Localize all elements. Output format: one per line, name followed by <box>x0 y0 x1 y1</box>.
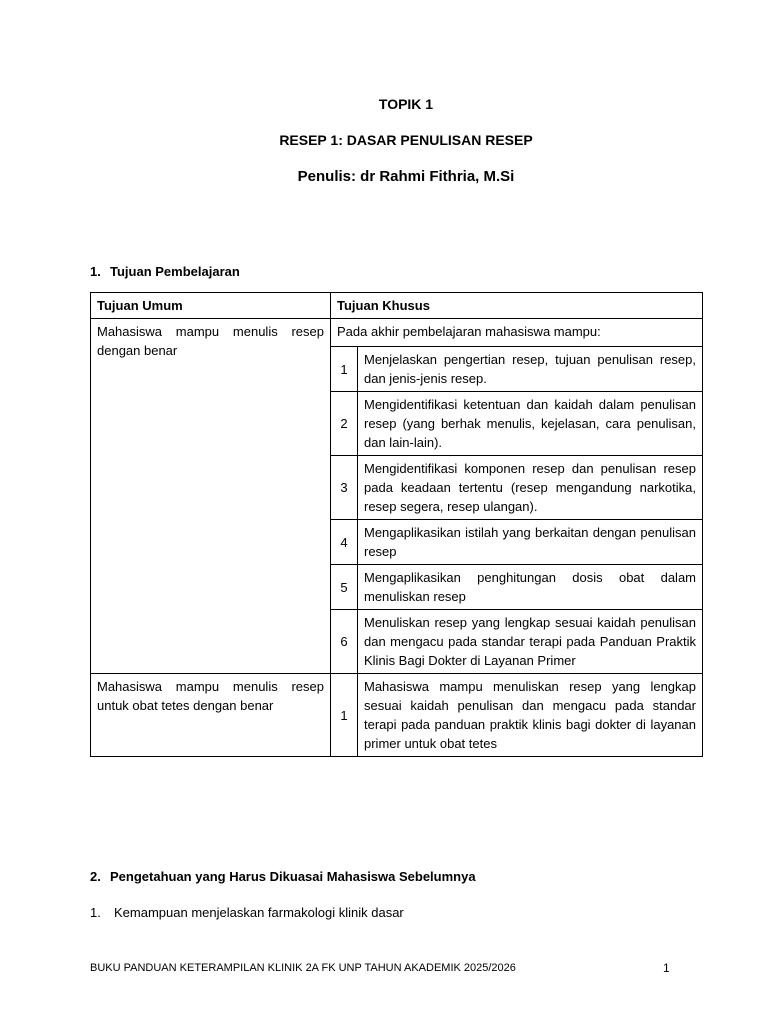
recipe-title: RESEP 1: DASAR PENULISAN RESEP <box>279 132 533 148</box>
list-item-text: Kemampuan menjelaskan farmakologi klinik dasar <box>114 905 404 920</box>
table-row <box>91 674 703 757</box>
section-1-title: Tujuan Pembelajaran <box>110 264 240 279</box>
specific-objective-cell: Mahasiswa mampu menuliskan resep yang lengkap sesuai kaidah penulisan dan mengacu pada standar terapi pada panduan praktik klinis bagi dokter di layanan primer untuk obat tetes <box>358 674 703 757</box>
item-number: 4 <box>331 520 358 565</box>
item-number: 5 <box>331 565 358 610</box>
item-number: 2 <box>331 392 358 456</box>
specific-objective-cell: Mengidentifikasi ketentuan dan kaidah dalam penulisan resep (yang berhak menulis, kejelasan, cara penulisan, dan lain-lain). <box>358 392 703 456</box>
table-header-row <box>91 293 703 319</box>
item-number: 1 <box>331 347 358 392</box>
list-item <box>90 905 404 920</box>
section-2-title: Pengetahuan yang Harus Dikuasai Mahasiswa Sebelumnya <box>110 869 476 884</box>
section-1-heading <box>90 264 240 279</box>
general-objective-cell: Mahasiswa mampu menulis resep untuk obat tetes dengan benar <box>91 674 331 757</box>
intro-cell: Pada akhir pembelajaran mahasiswa mampu: <box>331 319 703 347</box>
page-footer: BUKU PANDUAN KETERAMPILAN KLINIK 2A FK UNP TAHUN AKADEMIK 2025/2026 <box>90 962 516 974</box>
table-row <box>91 319 703 347</box>
topic-title: TOPIK 1 <box>378 96 434 112</box>
specific-objective-cell: Mengidentifikasi komponen resep dan penulisan resep pada keadaan tertentu (resep mengandung narkotika, resep segera, resep ulangan). <box>358 456 703 520</box>
general-objective-cell: Mahasiswa mampu menulis resep dengan benar <box>91 319 331 674</box>
section-2-number: 2. <box>90 869 101 884</box>
page-number: 1 <box>663 961 670 975</box>
header-tujuan-umum: Tujuan Umum <box>91 293 331 319</box>
section-2-heading <box>90 869 476 884</box>
section-1-number: 1. <box>90 264 101 279</box>
specific-objective-cell: Menuliskan resep yang lengkap sesuai kaidah penulisan dan mengacu pada standar terapi pada Panduan Praktik Klinis Bagi Dokter di Layanan Primer <box>358 610 703 674</box>
list-item-number: 1. <box>90 905 101 920</box>
specific-objective-cell: Mengaplikasikan istilah yang berkaitan dengan penulisan resep <box>358 520 703 565</box>
specific-objective-cell: Menjelaskan pengertian resep, tujuan penulisan resep, dan jenis-jenis resep. <box>358 347 703 392</box>
item-number: 6 <box>331 610 358 674</box>
header-tujuan-khusus: Tujuan Khusus <box>331 293 703 319</box>
item-number: 1 <box>331 674 358 757</box>
item-number: 3 <box>331 456 358 520</box>
objectives-table <box>90 292 703 757</box>
author-line: Penulis: dr Rahmi Fithria, M.Si <box>297 168 515 185</box>
specific-objective-cell: Mengaplikasikan penghitungan dosis obat dalam menuliskan resep <box>358 565 703 610</box>
